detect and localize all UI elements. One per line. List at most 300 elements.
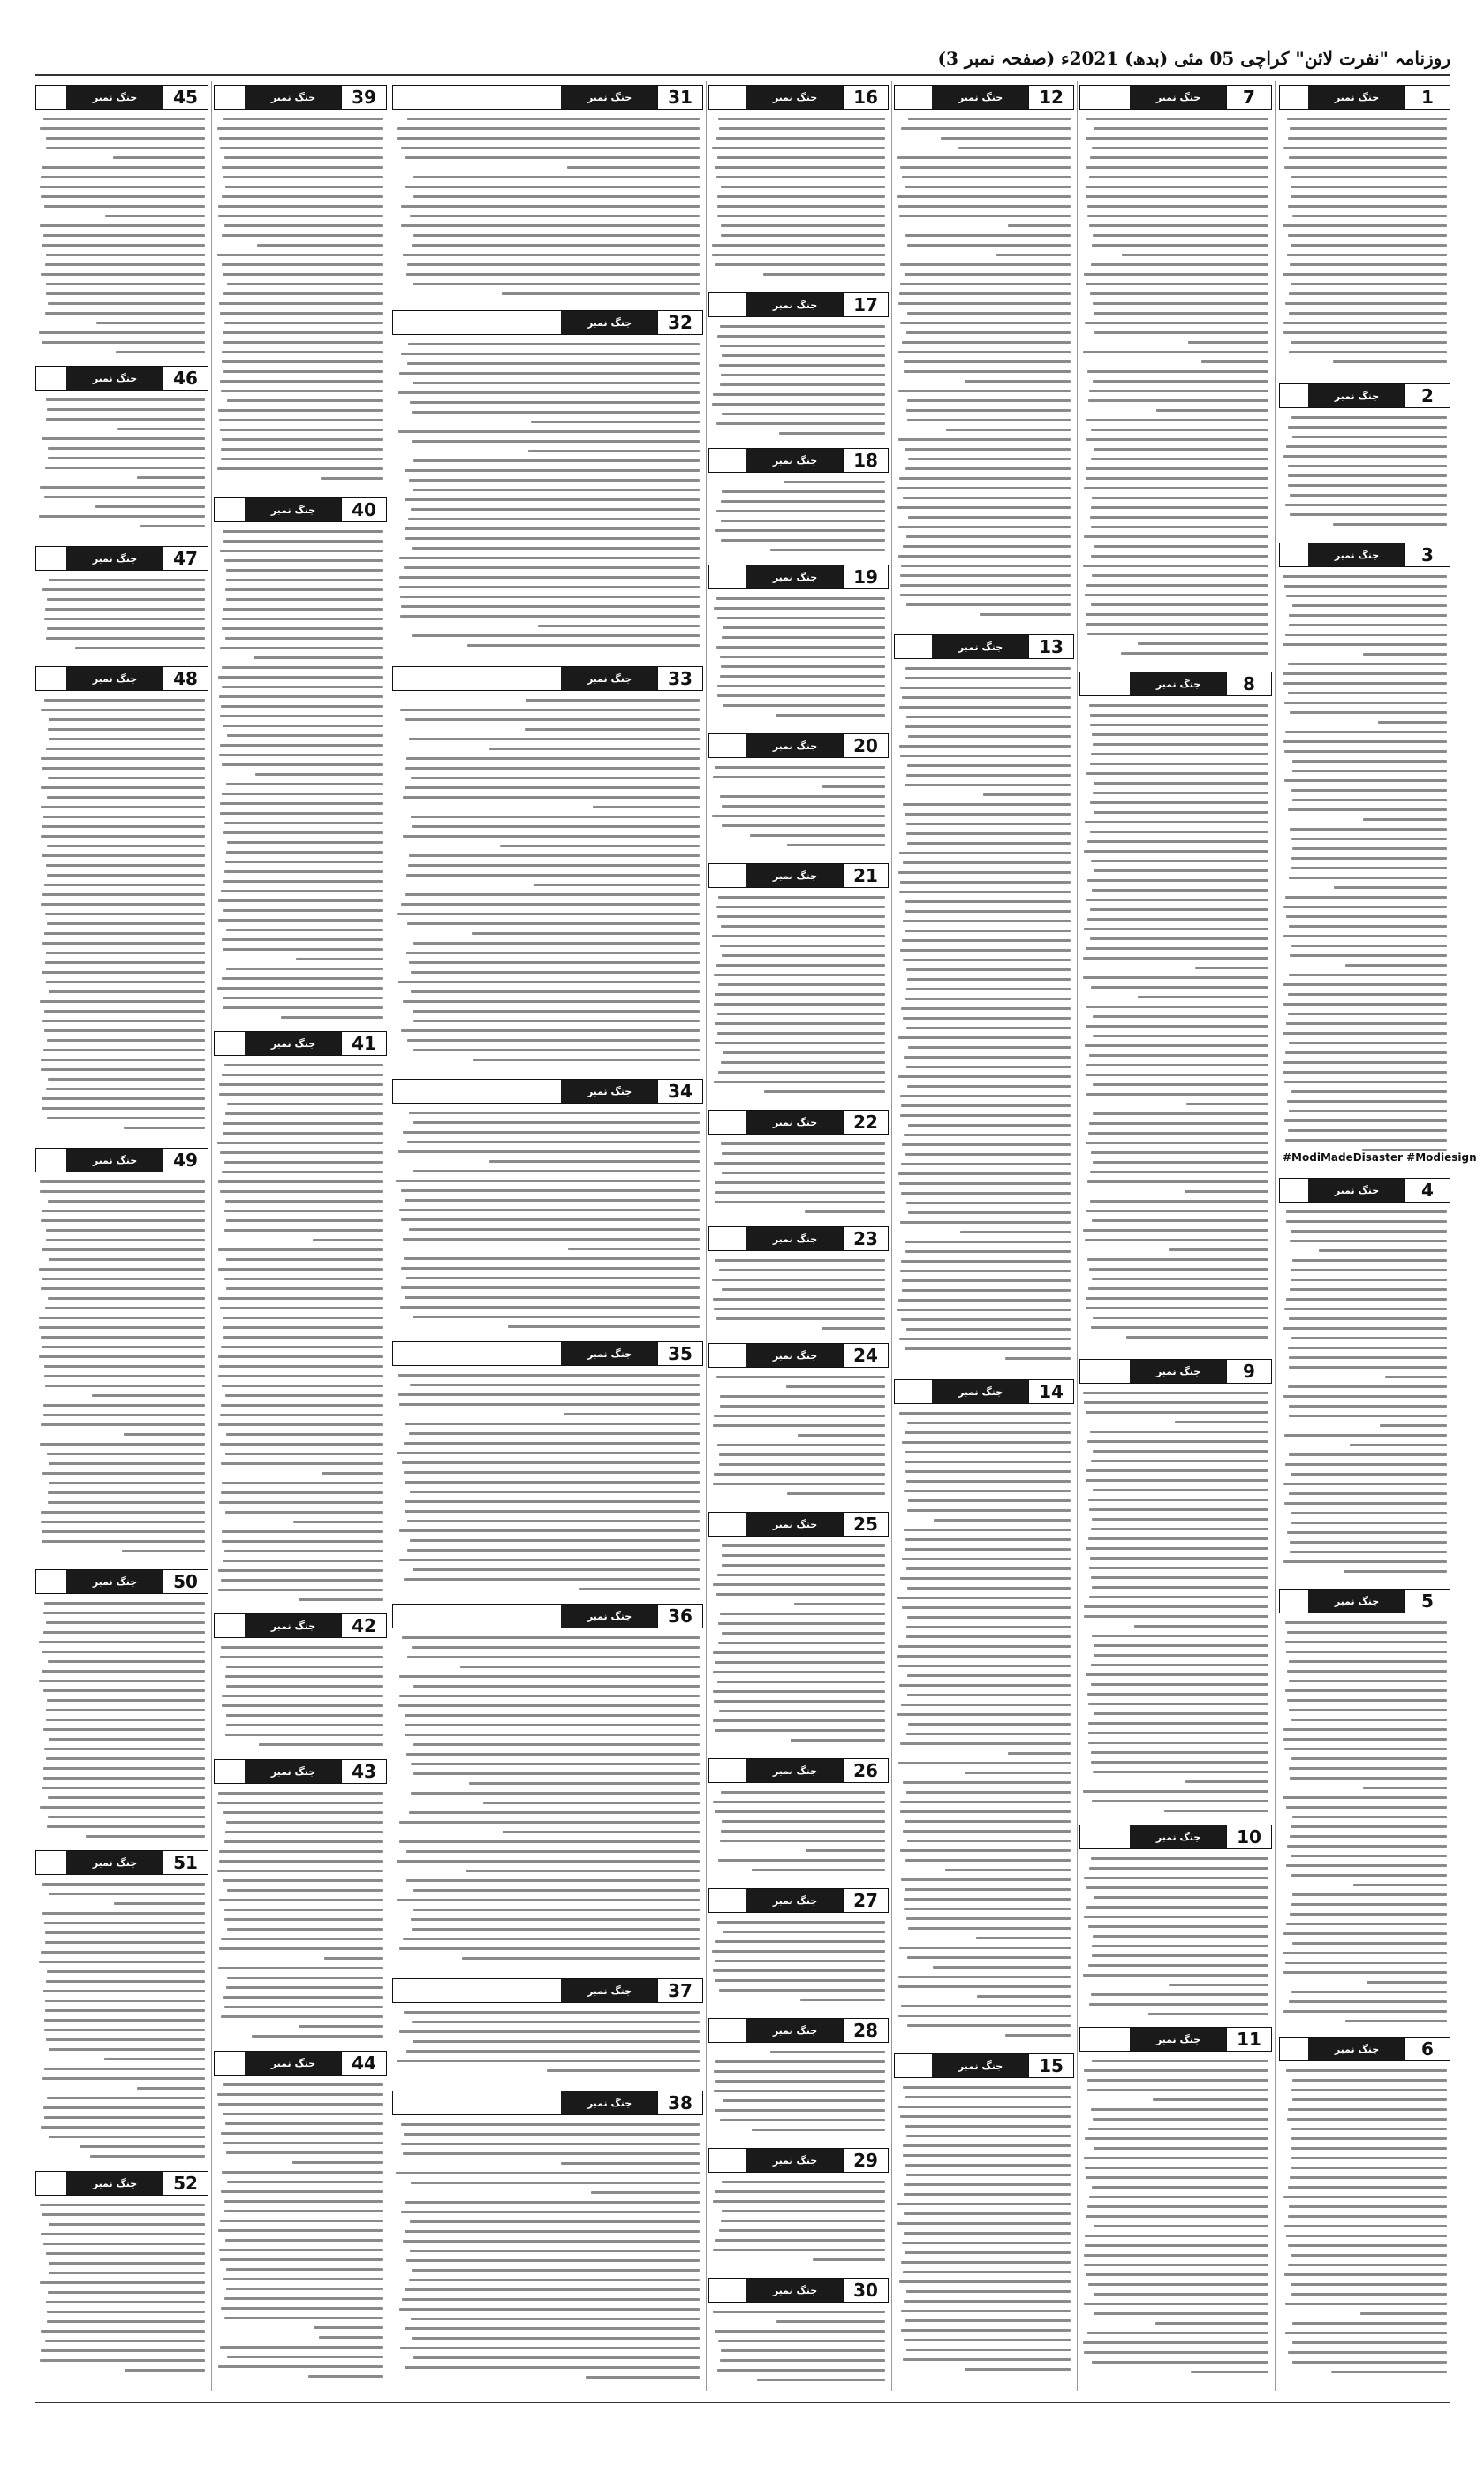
text-line — [713, 1690, 885, 1693]
text-line — [223, 948, 383, 951]
text-line — [222, 166, 383, 169]
text-line — [409, 1811, 700, 1814]
text-line — [223, 2083, 383, 2086]
text-line — [42, 2213, 205, 2216]
text-line — [226, 851, 383, 854]
text-line — [1088, 1703, 1268, 1705]
text-line — [405, 1724, 700, 1726]
text-line — [1333, 523, 1447, 526]
text-line — [1153, 2098, 1268, 2101]
item-number: 44 — [341, 2052, 386, 2075]
text-line — [412, 1928, 700, 1931]
text-line — [907, 312, 1071, 315]
text-line — [903, 545, 1071, 548]
text-line — [1085, 1044, 1268, 1047]
text-line — [42, 1278, 205, 1280]
item-header — [1279, 543, 1450, 567]
text-line — [44, 884, 205, 886]
item-body-text — [396, 2121, 700, 2384]
item-header — [894, 634, 1074, 659]
text-line — [41, 2233, 205, 2235]
item-number: 6 — [1404, 2038, 1450, 2060]
text-line — [899, 706, 1071, 709]
text-line — [722, 1152, 885, 1155]
text-line — [1185, 1780, 1268, 1783]
text-line — [403, 2240, 700, 2243]
news-item — [35, 2171, 208, 2388]
text-line — [907, 244, 1071, 247]
text-line — [45, 2340, 205, 2342]
text-line — [1283, 575, 1447, 578]
text-line — [257, 244, 383, 247]
text-line — [219, 1365, 383, 1368]
text-line — [901, 1192, 1071, 1195]
text-line — [800, 1999, 885, 2001]
text-line — [712, 244, 885, 247]
text-line — [715, 1201, 885, 1203]
item-body-text — [39, 1178, 205, 1562]
text-line — [1283, 147, 1447, 149]
news-column — [1079, 85, 1272, 2391]
text-line — [714, 1700, 885, 1703]
text-line — [223, 1006, 383, 1009]
text-line — [905, 1548, 1071, 1551]
text-line — [1290, 1777, 1447, 1780]
item-banner: جنگ نمبر — [245, 86, 342, 109]
text-line — [41, 2126, 205, 2129]
text-line — [1086, 1297, 1268, 1300]
text-line — [904, 2183, 1071, 2186]
text-line — [1085, 2235, 1268, 2237]
text-line — [218, 1355, 383, 1358]
text-line — [720, 945, 885, 947]
text-line — [1085, 322, 1268, 324]
item-header — [35, 2171, 208, 2196]
text-line — [1283, 2010, 1447, 2013]
text-line — [406, 952, 700, 954]
text-line — [46, 2252, 205, 2255]
text-line — [906, 1027, 1071, 1029]
text-line — [1285, 1641, 1447, 1643]
text-line — [225, 1394, 383, 1397]
text-line — [281, 1016, 383, 1019]
text-line — [411, 1792, 700, 1795]
text-line — [224, 559, 383, 562]
news-item — [1079, 1825, 1272, 2023]
text-line — [41, 1068, 205, 1071]
item-number: 14 — [1028, 1380, 1073, 1403]
text-line — [528, 450, 700, 452]
text-line — [1290, 494, 1447, 497]
news-item — [392, 1978, 703, 2087]
text-line — [1288, 474, 1447, 477]
item-number: 52 — [163, 2172, 208, 2195]
text-line — [1094, 448, 1268, 451]
text-line — [220, 147, 383, 149]
text-line — [222, 627, 383, 630]
text-line — [721, 1061, 885, 1064]
text-line — [1126, 1336, 1268, 1339]
text-line — [48, 1078, 205, 1081]
text-line — [770, 2051, 885, 2053]
text-line — [1091, 1576, 1268, 1579]
text-line — [483, 1802, 700, 1804]
text-line — [96, 322, 205, 324]
text-line — [396, 1180, 700, 1182]
text-line — [716, 906, 885, 908]
text-line — [44, 1029, 205, 1032]
text-line — [43, 1728, 205, 1731]
text-line — [49, 990, 205, 993]
item-number: 26 — [843, 1759, 888, 1782]
item-banner: جنگ نمبر — [245, 1032, 342, 1055]
text-line — [899, 891, 1071, 893]
text-line — [1093, 1112, 1268, 1115]
text-line — [219, 419, 383, 421]
text-line — [218, 215, 383, 217]
text-line — [1291, 1719, 1447, 1721]
text-line — [466, 1870, 700, 1872]
text-line — [1287, 1699, 1447, 1702]
text-line — [219, 1083, 383, 1086]
text-line — [44, 1748, 205, 1750]
text-line — [225, 2239, 383, 2242]
text-line — [42, 437, 205, 440]
text-line — [399, 1403, 700, 1406]
text-line — [722, 1288, 885, 1291]
text-line — [1087, 2205, 1268, 2208]
text-line — [1093, 234, 1268, 237]
item-header — [894, 85, 1074, 110]
text-line — [469, 1782, 700, 1785]
text-line — [718, 896, 885, 899]
item-number: 7 — [1226, 86, 1271, 109]
text-line — [722, 954, 885, 957]
text-line — [907, 1587, 1071, 1590]
item-body-text — [712, 2048, 885, 2141]
text-line — [401, 1218, 700, 1221]
text-line — [717, 1921, 885, 1924]
item-body-text — [1083, 115, 1268, 664]
text-line — [46, 952, 205, 954]
text-line — [397, 1452, 700, 1454]
text-line — [398, 430, 700, 433]
text-line — [220, 1443, 383, 1446]
text-line — [1086, 1886, 1268, 1889]
text-line — [398, 1374, 700, 1377]
text-line — [713, 1483, 885, 1485]
text-line — [48, 1501, 205, 1504]
text-line — [223, 1326, 383, 1329]
text-line — [219, 1093, 383, 1096]
news-item — [392, 1079, 703, 1338]
text-line — [1289, 292, 1447, 295]
text-line — [408, 343, 700, 345]
text-line — [1092, 1945, 1268, 1947]
text-line — [1087, 370, 1268, 373]
text-line — [49, 2272, 205, 2274]
text-line — [712, 403, 885, 406]
text-line — [43, 1767, 205, 1770]
text-line — [752, 1869, 885, 1871]
text-line — [1086, 477, 1268, 480]
text-line — [1283, 935, 1447, 937]
text-line — [90, 2155, 205, 2158]
text-line — [906, 1917, 1071, 1920]
text-line — [47, 408, 205, 411]
text-line — [899, 1412, 1071, 1415]
text-line — [907, 399, 1071, 402]
text-line — [898, 1036, 1071, 1039]
text-line — [42, 1530, 205, 1533]
text-line — [48, 1796, 205, 1799]
text-line — [405, 786, 700, 789]
item-number: 37 — [657, 1979, 702, 2002]
text-line — [218, 1375, 383, 1377]
text-line — [900, 322, 1071, 324]
item-header — [35, 85, 208, 110]
text-line — [399, 1840, 700, 1843]
text-line — [218, 2365, 383, 2368]
item-body-text — [396, 115, 700, 303]
item-banner: جنگ نمبر — [1308, 1179, 1405, 1202]
text-line — [218, 1268, 383, 1271]
text-line — [403, 835, 700, 838]
text-line — [226, 968, 383, 970]
text-line — [46, 1621, 205, 1624]
text-line — [1289, 877, 1447, 879]
text-line — [1350, 1444, 1447, 1446]
text-line — [125, 2369, 205, 2372]
news-item — [708, 1343, 889, 1508]
item-number: 29 — [843, 2149, 888, 2172]
item-header — [708, 1888, 889, 1913]
text-line — [787, 844, 885, 846]
text-line — [410, 2220, 700, 2223]
text-line — [1088, 2128, 1268, 2130]
text-line — [407, 118, 700, 120]
text-line — [901, 1104, 1071, 1107]
text-line — [1086, 1673, 1268, 1676]
text-line — [42, 1912, 205, 1915]
text-line — [41, 2349, 205, 2352]
text-line — [44, 618, 205, 620]
item-header — [214, 85, 387, 110]
item-body-text — [1283, 414, 1447, 535]
text-line — [1291, 945, 1447, 947]
text-line — [1289, 1453, 1447, 1456]
text-line — [1288, 137, 1447, 140]
text-line — [225, 1511, 383, 1514]
news-item — [708, 1110, 889, 1223]
text-line — [721, 925, 885, 928]
text-line — [402, 1461, 700, 1464]
text-line — [1283, 224, 1447, 227]
text-line — [218, 205, 383, 208]
text-line — [721, 539, 885, 542]
text-line — [716, 137, 885, 140]
text-line — [413, 2356, 700, 2359]
text-line — [897, 1655, 1071, 1658]
text-line — [226, 783, 383, 785]
item-number: 11 — [1226, 2028, 1271, 2051]
text-line — [398, 391, 700, 394]
text-line — [401, 2211, 700, 2213]
text-line — [897, 506, 1071, 509]
text-line — [1291, 2283, 1447, 2286]
text-line — [1087, 918, 1268, 921]
item-body-text — [39, 1599, 205, 1843]
text-line — [405, 186, 700, 188]
text-line — [412, 634, 700, 637]
text-line — [411, 1763, 700, 1765]
text-line — [1005, 1357, 1071, 1360]
text-line — [1363, 818, 1447, 821]
text-line — [1289, 1415, 1447, 1417]
text-line — [42, 341, 205, 344]
text-line — [220, 647, 383, 649]
text-line — [1089, 704, 1268, 707]
text-line — [1284, 2273, 1447, 2276]
text-line — [226, 929, 383, 931]
text-line — [1285, 1051, 1447, 1054]
text-line — [1292, 1816, 1447, 1818]
text-line — [1290, 828, 1447, 831]
text-line — [1290, 263, 1447, 266]
text-line — [822, 1327, 885, 1330]
text-line — [898, 526, 1071, 528]
text-line — [1085, 821, 1268, 823]
news-item — [1279, 543, 1477, 1174]
text-line — [900, 1114, 1071, 1117]
text-line — [899, 1338, 1071, 1340]
text-line — [904, 1134, 1071, 1136]
item-header — [35, 666, 208, 691]
text-line — [226, 569, 383, 572]
text-line — [715, 1960, 885, 1962]
text-line — [409, 1432, 700, 1435]
text-line — [1288, 426, 1447, 429]
text-line — [1086, 613, 1268, 616]
text-line — [222, 1074, 383, 1076]
text-line — [1094, 869, 1268, 872]
text-line — [1283, 2196, 1447, 2198]
item-body-text — [217, 1061, 383, 1606]
item-header — [708, 2278, 889, 2303]
text-line — [1290, 2176, 1447, 2179]
item-number: 4 — [1404, 1179, 1450, 1202]
text-line — [720, 1405, 885, 1408]
text-line — [45, 312, 205, 315]
text-line — [1090, 724, 1268, 726]
text-line — [905, 910, 1071, 913]
text-line — [43, 1049, 205, 1051]
text-line — [1086, 584, 1268, 587]
text-line — [219, 2249, 383, 2251]
text-line — [908, 735, 1071, 738]
text-line — [900, 1221, 1071, 1224]
text-line — [1283, 1952, 1447, 1954]
text-line — [1091, 2108, 1268, 2111]
text-line — [40, 224, 205, 227]
text-line — [49, 2223, 205, 2226]
text-line — [408, 518, 700, 520]
text-line — [901, 565, 1071, 567]
text-line — [1319, 1249, 1447, 1252]
item-header — [35, 546, 208, 571]
news-column — [708, 85, 889, 2391]
text-line — [1121, 652, 1268, 655]
text-line — [255, 773, 383, 776]
text-line — [220, 744, 383, 747]
text-line — [722, 824, 885, 827]
text-line — [1289, 1405, 1447, 1408]
text-line — [900, 2115, 1071, 2118]
text-line — [41, 1423, 205, 1426]
text-line — [1091, 555, 1268, 558]
text-line — [901, 1318, 1071, 1321]
text-line — [905, 2251, 1071, 2254]
text-line — [1344, 1570, 1447, 1573]
text-line — [712, 1950, 885, 1953]
text-line — [976, 1937, 1071, 1939]
text-line — [1092, 889, 1268, 892]
text-line — [713, 1298, 885, 1301]
text-line — [903, 2358, 1071, 2361]
text-line — [564, 1413, 700, 1415]
text-line — [299, 2025, 383, 2028]
text-line — [404, 1442, 700, 1445]
text-line — [401, 2143, 700, 2145]
text-line — [791, 1739, 885, 1742]
news-item — [35, 366, 208, 543]
text-line — [226, 2151, 383, 2154]
text-line — [46, 1757, 205, 1760]
text-line — [223, 997, 383, 999]
text-line — [48, 447, 205, 450]
text-line — [40, 2204, 205, 2206]
text-line — [223, 118, 383, 120]
text-line — [1094, 312, 1268, 315]
text-line — [40, 127, 205, 130]
item-banner: جنگ نمبر — [746, 449, 844, 472]
text-line — [47, 874, 205, 877]
text-line — [1290, 711, 1447, 714]
text-line — [1292, 1942, 1447, 1945]
text-line — [413, 1121, 700, 1124]
text-line — [1291, 2128, 1447, 2130]
text-line — [39, 1326, 205, 1329]
text-line — [906, 968, 1071, 971]
item-header — [708, 733, 889, 758]
text-line — [718, 1859, 885, 1862]
text-line — [226, 598, 383, 601]
text-line — [1089, 2196, 1268, 2198]
item-number: 17 — [843, 293, 888, 316]
text-line — [720, 2359, 885, 2362]
text-line — [1287, 254, 1447, 256]
text-line — [407, 362, 700, 365]
text-line — [898, 390, 1071, 392]
text-line — [1283, 1932, 1447, 1935]
text-line — [721, 234, 885, 237]
text-line — [223, 2278, 383, 2280]
text-line — [1093, 1450, 1268, 1453]
text-line — [412, 547, 700, 550]
item-number: 1 — [1404, 86, 1450, 109]
text-line — [45, 2000, 205, 2002]
text-line — [901, 1260, 1071, 1263]
